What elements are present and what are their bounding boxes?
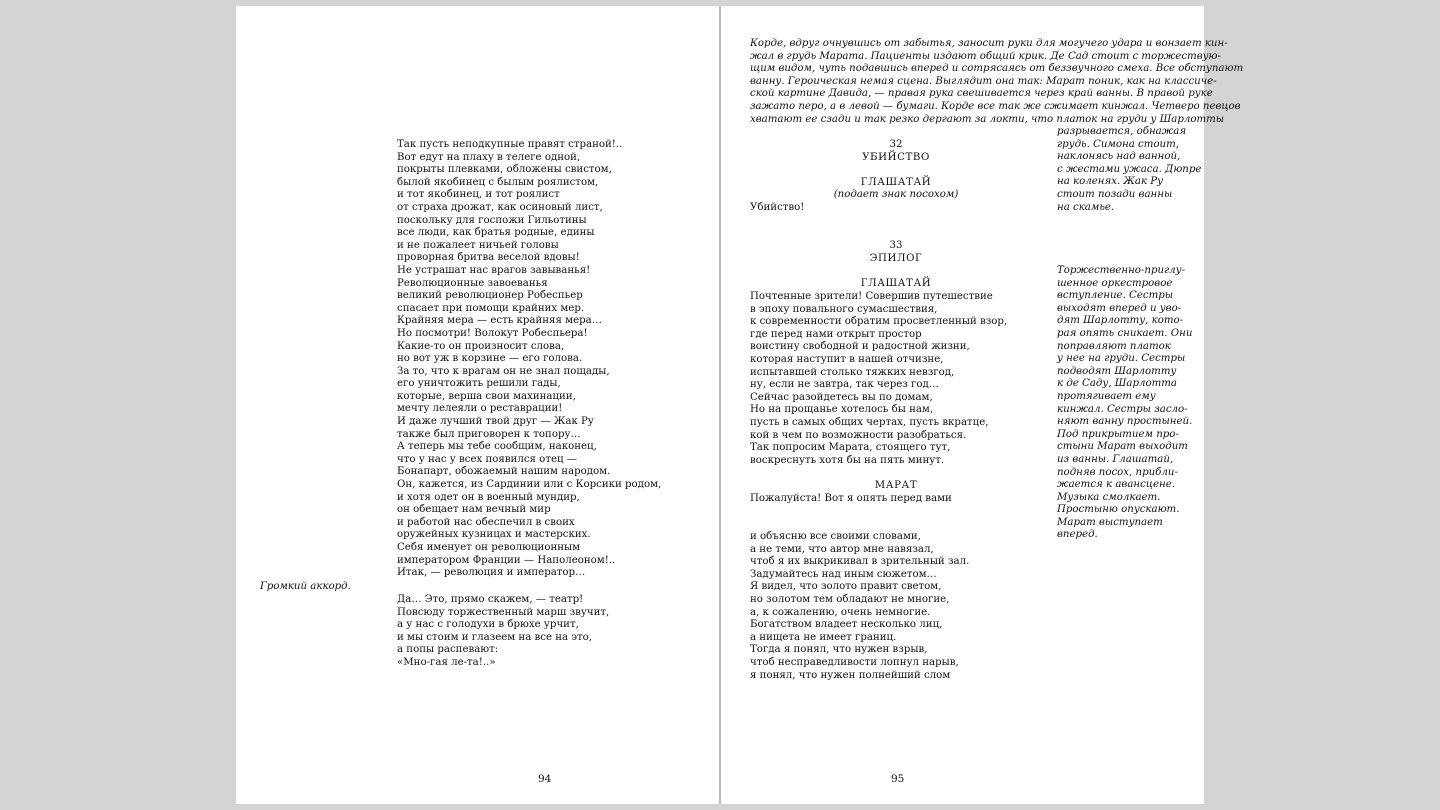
poem-line: которые, верша свои махинации, — [397, 390, 576, 402]
scene-33-number: 33 — [889, 240, 903, 251]
speech-line: Богатством владеет несколько лиц, — [750, 619, 943, 631]
poem-line: былой якобинец с былым роялистом, — [397, 176, 599, 188]
speech-line: а, к сожалению, очень немногие. — [750, 606, 931, 618]
speech-line: и объясню все своими словами, — [750, 531, 921, 542]
speech-line: Сейчас разойдетесь вы по домам, — [750, 391, 933, 403]
stage-direction-line: Музыка смолкает. — [1057, 491, 1161, 503]
scene-32-title: УБИЙСТВО — [862, 151, 930, 163]
stage-direction-line: Торжественно-приглу- — [1057, 265, 1186, 276]
stage-direction-line: стыни Марат выходит — [1057, 441, 1188, 453]
speech-line: чтоб несправедливости лопнул нарыв, — [750, 656, 959, 668]
poem-line: Какие-то он произносит слова, — [397, 340, 565, 352]
poem-line: Но посмотри! Волокут Робеспьера! — [397, 327, 588, 339]
stage-direction-loud-chord: Громкий аккорд. — [260, 581, 351, 592]
poem-line: Себя именует он революционным — [397, 542, 581, 553]
stage-direction-line: вступление. Сестры — [1057, 290, 1174, 302]
opening-stage-direction — [750, 38, 1243, 126]
speech-line: я понял, что нужен полнейший слом — [750, 669, 951, 681]
stage-direction-line: жается к авансцене. — [1057, 479, 1175, 491]
speech-line: Так попросим Марата, стоящего тут, — [750, 442, 951, 454]
speech-line: которая наступит в нашей отчизне, — [750, 353, 944, 365]
stage-direction-line: подводят Шарлотту — [1057, 365, 1177, 377]
poem-line: «Мно-гая ле-та!..» — [397, 656, 496, 668]
scene-32-heading — [750, 139, 1042, 202]
speech-line: а нищета не имеет границ. — [750, 631, 897, 643]
scene-32-speaker: ГЛАШАТАЙ — [860, 176, 932, 188]
poem-line: но вот уж в корзине — его голова. — [397, 353, 583, 365]
speech-line: но золотом тем обладают не многие, — [750, 593, 950, 605]
marat-speech-first-line — [750, 493, 952, 506]
stage-direction-line: Под прикрытием про- — [1057, 428, 1179, 440]
left-poem-continued — [397, 594, 609, 670]
poem-line: Повсюду торжественный марш звучит, — [397, 606, 610, 618]
poem-line: и не пожалеет ничьей головы — [397, 239, 559, 251]
speech-line: воистину свободной и радостной жизни, — [750, 341, 970, 353]
stage-direction-line: шенное оркестровое — [1057, 277, 1173, 289]
scene-33-title: ЭПИЛОГ — [869, 252, 923, 264]
stage-direction-line: на скамье. — [1057, 201, 1115, 213]
stage-direction-line: на коленях. Жак Ру — [1057, 176, 1164, 188]
stage-direction-line: наклонясь над ванной, — [1057, 151, 1181, 163]
poem-line: покрыты плевками, обложены свистом, — [397, 164, 612, 176]
side-stage-direction-2 — [1057, 265, 1192, 542]
speech-line: Задумайтесь над иным сюжетом… — [750, 568, 937, 580]
speech-line: Пожалуйста! Вот я опять перед вами — [750, 493, 952, 504]
stage-direction-line: кинжал. Сестры засло- — [1057, 403, 1188, 415]
speech-line: Почтенные зрители! Совершив путешествие — [750, 291, 993, 302]
poem-line: Бонапарт, обожаемый нашим народом. — [397, 466, 611, 478]
poem-line: и тот якобинец, и тот роялист — [397, 189, 560, 201]
poem-line: Так пусть неподкупные правят страной!.. — [397, 139, 623, 150]
poem-line: Да… Это, прямо скажем, — театр! — [397, 594, 584, 605]
speech-line: чтоб я их выкрикивал в зрительный зал. — [750, 556, 970, 568]
poem-line: проворная бритва веселой вдовы! — [397, 252, 580, 264]
left-poem — [397, 139, 661, 580]
poem-line: спасает при помощи крайних мер. — [397, 302, 585, 314]
poem-line: А теперь мы тебе сообщим, наконец, — [397, 441, 597, 453]
poem-line: и работой нас обеспечил в своих — [397, 516, 575, 528]
scene-33-herald-speech — [750, 291, 1007, 467]
poem-line: его уничтожить решили гады, — [397, 378, 561, 390]
speech-line: Я видел, что золото правит светом, — [750, 581, 942, 593]
poem-line: Итак, — революция и император… — [397, 567, 586, 579]
stage-direction-line: грудь. Симона стоит, — [1057, 138, 1179, 150]
stage-direction-line: с жестами ужаса. Дюпре — [1057, 163, 1202, 175]
page-number-left: 94 — [538, 773, 552, 785]
poem-line: И даже лучший твой друг — Жак Ру — [397, 416, 594, 428]
poem-line: и мы стоим и глазеем на все на это, — [397, 631, 593, 643]
poem-line: и хотя одет он в военный мундир, — [397, 491, 580, 503]
side-stage-direction-1 — [1057, 126, 1201, 214]
stage-direction-line: Корде, вдруг очнувшись от забытья, заносит руки для могучего удара и вонзает кин- — [750, 38, 1228, 49]
stage-direction-line: к де Саду, Шарлотта — [1057, 378, 1177, 390]
stage-direction-line: выходят вперед и уво- — [1057, 302, 1182, 314]
stage-direction-line: хватают ее сзади и так резко дергают за локти, что платок на груди у Шарлотты — [750, 113, 1225, 125]
poem-line: мечту лелеяли о реставрации! — [397, 403, 563, 415]
marat-speech — [750, 531, 969, 682]
poem-line: от страха дрожат, как осиновый лист, — [397, 201, 603, 213]
stage-direction-line: рая опять сникает. Они — [1057, 327, 1193, 339]
stage-direction-line: жал в грудь Марата. Пациенты издают общий крик. Де Сад стоит с торжествую- — [750, 50, 1221, 62]
poem-line: Не устрашат нас врагов завыванья! — [397, 264, 591, 276]
page-number-right: 95 — [891, 773, 905, 785]
stage-direction-line: подняв посох, прибли- — [1057, 466, 1178, 478]
stage-direction-line: щим видом, чуть подавшись вперед и сотрясаясь от беззвучного смеха. Все обступают — [750, 63, 1244, 75]
stage-direction-line: протягивает ему — [1057, 390, 1156, 402]
speech-line: Но на прощанье хотелось бы нам, — [750, 404, 934, 416]
stage-direction-line: ской картине Давида, — правая рука свешивается через край ванны. В правой руке — [750, 88, 1213, 100]
stage-direction-line: стоит позади ванны — [1057, 188, 1173, 200]
stage-direction-line: из ванны. Глашатай, — [1057, 453, 1174, 465]
speech-line: испытавшей столько тяжких невзгод, — [750, 366, 955, 378]
speech-line: кой в чем по возможности разобраться. — [750, 429, 967, 441]
stage-direction-line: поправляют платок — [1057, 340, 1171, 352]
stage-direction-line: Марат выступает — [1057, 516, 1163, 528]
stage-direction-line: зажато перо, а в левой — бумаги. Корде все так же сжимает кинжал. Четверо певцов — [750, 100, 1241, 112]
stage-direction-line: няют ванну простыней. — [1057, 416, 1193, 428]
stage-direction-line: дят Шарлотту, кото- — [1057, 315, 1184, 327]
poem-line: поскольку для госпожи Гильотины — [397, 214, 587, 226]
poem-line: что у нас у всех появился отец — — [397, 453, 577, 465]
poem-line: Он, кажется, из Сардинии или с Корсики родом, — [397, 479, 662, 491]
scene-32-speaker-direction: (подает знак посохом) — [833, 189, 959, 201]
speech-line: ну, если не завтра, так через год… — [750, 379, 939, 391]
stage-direction-line: у нее на груди. Сестры — [1057, 353, 1186, 365]
speech-line: где перед нами открыт простор — [750, 328, 922, 340]
poem-line: также был приговорен к топору… — [397, 428, 581, 440]
speech-line: воскреснуть хотя бы на пять минут. — [750, 454, 945, 466]
poem-line: оружейных кузницах и мастерских. — [397, 529, 591, 541]
poem-line: он обещает нам вечный мир — [397, 504, 551, 516]
speech-line: в эпоху повального сумасшествия, — [750, 303, 938, 315]
scene-33-speaker-marat: МАРАТ — [874, 480, 918, 491]
scene-33-heading — [750, 240, 1042, 290]
scene-32-line: Убийство! — [750, 202, 805, 213]
speech-line: Тогда я понял, что нужен взрыв, — [750, 644, 928, 656]
poem-line: императором Франции — Наполеоном!.. — [397, 554, 616, 566]
speech-line: а не теми, что автор мне навязал, — [750, 543, 934, 555]
poem-line: Вот едут на плаху в телеге одной, — [397, 151, 581, 163]
stage-direction-line: вперед. — [1057, 529, 1098, 541]
scene-33-speaker: ГЛАШАТАЙ — [860, 277, 932, 289]
poem-line: За то, что к врагам он не знал пощады, — [397, 365, 610, 377]
poem-line: все люди, как братья родные, едины — [397, 227, 595, 239]
speech-line: к современности обратим просветленный взор, — [750, 316, 1008, 328]
poem-line: а попы распевают: — [397, 644, 499, 656]
poem-line: великий революционер Робеспьер — [397, 290, 583, 302]
stage-direction-line: ванну. Героическая немая сцена. Выглядит она так: Марат поник, как на классиче- — [750, 75, 1217, 87]
poem-line: Революционные завоеванья — [397, 277, 548, 289]
scene-32-number: 32 — [889, 139, 903, 150]
poem-line: Крайняя мера — есть крайняя мера… — [397, 315, 602, 327]
stage-direction-line: разрывается, обнажая — [1057, 126, 1187, 137]
stage-direction-line: Простыню опускают. — [1057, 504, 1180, 516]
speech-line: пусть в самых общих чертах, пусть вкратце, — [750, 416, 989, 428]
poem-line: а у нас с голодухи в брюхе урчит, — [397, 619, 579, 631]
